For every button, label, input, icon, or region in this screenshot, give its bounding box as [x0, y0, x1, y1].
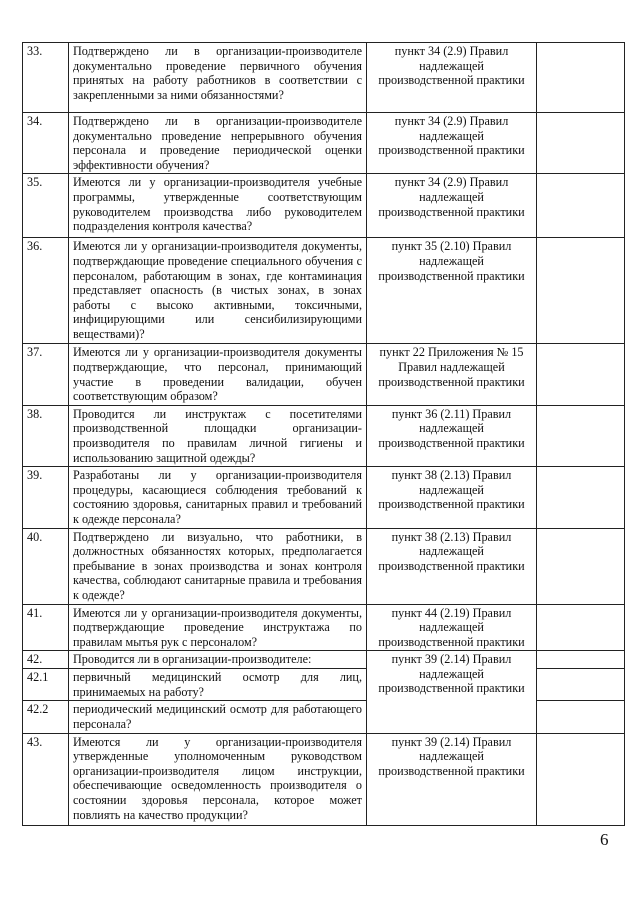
- answer-cell: [537, 43, 625, 113]
- question-text: Подтверждено ли визуально, что работники, в должностных обязанностях которых, предполагается пребывание в зонах производства и зонах контроля качества, соблюдают санитарные правила и требования к одежде?: [69, 528, 367, 604]
- question-text: Имеются ли у организации-производителя утвержденные уполномоченным руководством организации-производителя лицом инструкции, обеспечивающие осведомленность производителя о состоянии здоровья персонала, которое может повлиять на качество продукции?: [69, 733, 367, 825]
- question-text: Проводится ли в организации-производителе:: [69, 651, 367, 669]
- question-text: Разработаны ли у организации-производителя процедуры, касающиеся соблюдения требований к состоянию здоровья, санитарных правил и требований к одежде персонала?: [69, 467, 367, 528]
- regulation-reference: пункт 38 (2.13) Правил надлежащей производственной практики: [367, 528, 537, 604]
- checklist-table: [22, 42, 625, 826]
- regulation-reference: пункт 34 (2.9) Правил надлежащей производственной практики: [367, 43, 537, 113]
- item-number: 38.: [23, 405, 69, 466]
- item-number: 36.: [23, 238, 69, 344]
- table-row: [23, 43, 625, 113]
- regulation-reference: пункт 36 (2.11) Правил надлежащей производственной практики: [367, 405, 537, 466]
- item-number: 35.: [23, 174, 69, 238]
- regulation-reference: пункт 22 Приложения № 15 Правил надлежащей производственной практики: [367, 344, 537, 405]
- question-text: Имеются ли у организации-производителя документы подтверждающие, что персонал, принимающий участие в проведении валидации, обучен соответствующим образом?: [69, 344, 367, 405]
- question-text: Подтверждено ли в организации-производителе документально проведение первичного обучения принятых на работу работников в соответствии с закрепленными за ними обязанностями?: [69, 43, 367, 113]
- item-number: 42.1: [23, 669, 69, 701]
- item-number: 34.: [23, 113, 69, 174]
- regulation-reference: пункт 44 (2.19) Правил надлежащей производственной практики: [367, 604, 537, 651]
- table-row: [23, 604, 625, 651]
- question-text: Имеются ли у организации-производителя документы, подтверждающие проведение инструктажа по правилам мытья рук с персоналом?: [69, 604, 367, 651]
- item-number: 41.: [23, 604, 69, 651]
- question-text: первичный медицинский осмотр для лиц, принимаемых на работу?: [69, 669, 367, 701]
- table-row: [23, 174, 625, 238]
- answer-cell: [537, 604, 625, 651]
- answer-cell: [537, 113, 625, 174]
- answer-cell: [537, 238, 625, 344]
- answer-cell: [537, 701, 625, 733]
- answer-cell: [537, 467, 625, 528]
- regulation-reference: пункт 34 (2.9) Правил надлежащей производственной практики: [367, 174, 537, 238]
- question-text: периодический медицинский осмотр для работающего персонала?: [69, 701, 367, 733]
- answer-cell: [537, 528, 625, 604]
- table-row: [23, 344, 625, 405]
- table-row: [23, 467, 625, 528]
- answer-cell: [537, 174, 625, 238]
- answer-cell: [537, 405, 625, 466]
- item-number: 39.: [23, 467, 69, 528]
- item-number: 40.: [23, 528, 69, 604]
- answer-cell: [537, 733, 625, 825]
- regulation-reference: пункт 34 (2.9) Правил надлежащей производственной практики: [367, 113, 537, 174]
- table-row: [23, 405, 625, 466]
- table-row: [23, 528, 625, 604]
- question-text: Подтверждено ли в организации-производителе документально проведение непрерывного обучения персонала и проведение периодической оценки эффективности обучения?: [69, 113, 367, 174]
- regulation-reference: пункт 35 (2.10) Правил надлежащей производственной практики: [367, 238, 537, 344]
- answer-cell: [537, 344, 625, 405]
- table-row: [23, 113, 625, 174]
- answer-cell: [537, 669, 625, 701]
- table-row: [23, 733, 625, 825]
- item-number: 42.: [23, 651, 69, 669]
- table-row: [23, 238, 625, 344]
- item-number: 42.2: [23, 701, 69, 733]
- regulation-reference: пункт 39 (2.14) Правил надлежащей производственной практики: [367, 651, 537, 733]
- page-number: 6: [600, 830, 609, 849]
- question-text: Имеются ли у организации-производителя учебные программы, утвержденные соответствующим руководителем производства либо руководителем подразделения контроля качества?: [69, 174, 367, 238]
- answer-cell: [537, 651, 625, 669]
- table-row: [23, 651, 625, 669]
- item-number: 33.: [23, 43, 69, 113]
- item-number: 43.: [23, 733, 69, 825]
- question-text: Проводится ли инструктаж с посетителями производственной площадки организации-производителя по правилам личной гигиены и использованию защитной одежды?: [69, 405, 367, 466]
- regulation-reference: пункт 38 (2.13) Правил надлежащей производственной практики: [367, 467, 537, 528]
- item-number: 37.: [23, 344, 69, 405]
- regulation-reference: пункт 39 (2.14) Правил надлежащей производственной практики: [367, 733, 537, 825]
- question-text: Имеются ли у организации-производителя документы, подтверждающие проведение специального обучения с персоналом, работающим в зонах, где контаминация представляет опасность (в чистых зонах, в зонах работы с высоко активными, токсичными, инфицирующими или сенсибилизирующими веществами)?: [69, 238, 367, 344]
